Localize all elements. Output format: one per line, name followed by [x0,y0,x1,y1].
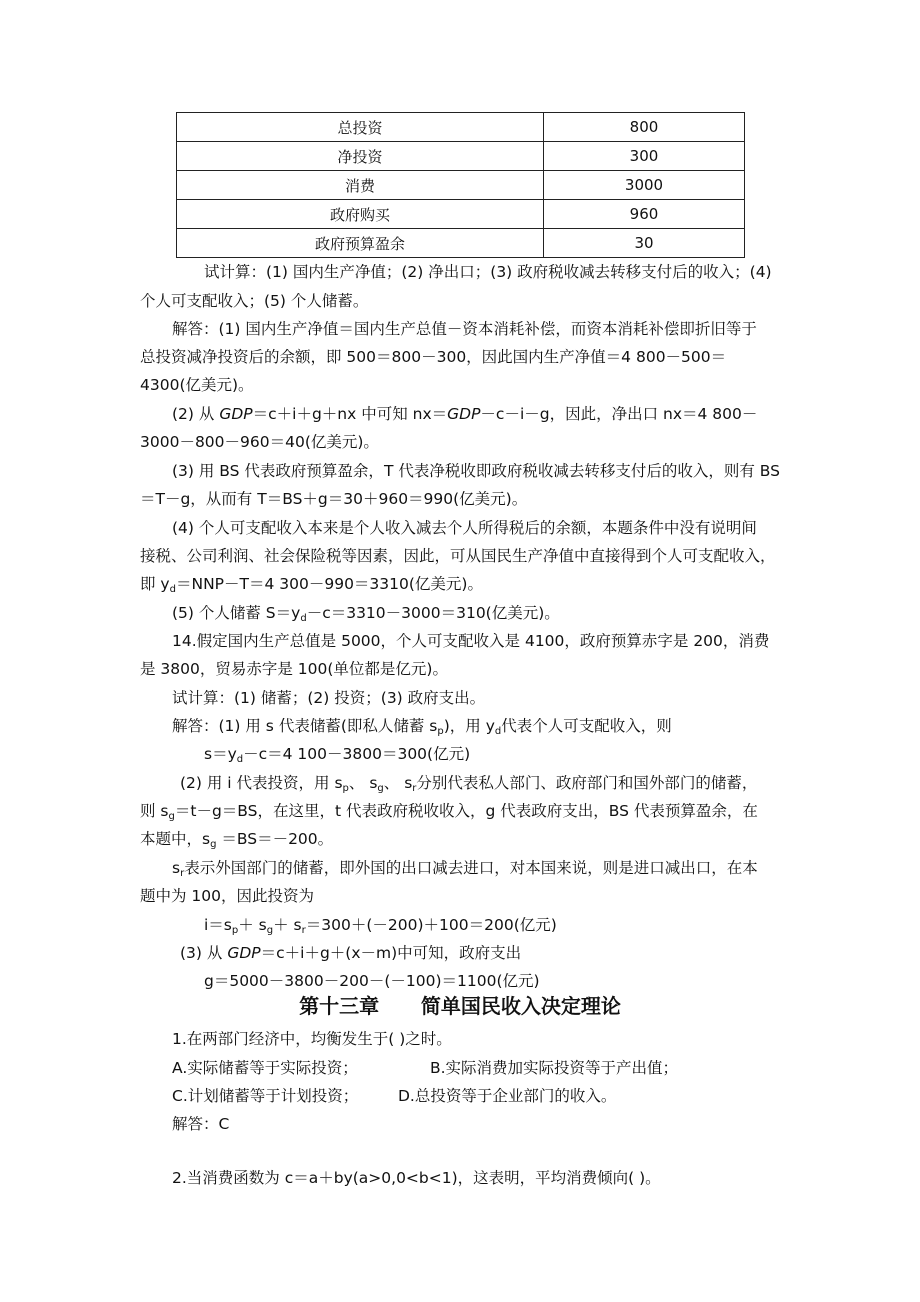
text-line: 4300(亿美元)。 [140,376,254,394]
formula-line [204,744,470,764]
text-span: 、 s [383,774,413,792]
subscript: p [231,925,239,936]
subscript: r [180,868,185,879]
subscript: r [301,925,306,936]
question-text: 1.在两部门经济中，均衡发生于( )之时。 [172,1030,452,1048]
table-label-cell: 政府预算盈余 [177,229,544,258]
text-line [140,829,333,849]
text-line [172,603,560,623]
text-line: (3) 用 BS 代表政府预算盈余，T 代表净税收即政府税收减去转移支付后的收入，则有 BS [172,462,780,480]
text-span: s [172,859,181,877]
subscript: g [266,925,274,936]
text-span: 、 s [348,774,378,792]
text-line: 试计算：(1) 国内生产净值；(2) 净出口；(3) 政府税收减去转移支付后的收入；(4) [204,263,772,281]
text-span: 即 y [140,575,170,593]
text-span: 表示外国部门的储蓄，即外国的出口减去进口，对本国来说，则是进口减出口，在本 [184,859,758,877]
text-span: ＝t－g＝BS，在这里，t 代表政府税收收入，g 代表政府支出，BS 代表预算盈余，在 [174,802,758,820]
text-line: 题中为 100，因此投资为 [140,887,315,905]
text-line: 个人可支配收入；(5) 个人储蓄。 [140,292,369,310]
text-span: ＋ s [273,916,302,934]
subscript: p [437,726,444,737]
option-a: A.实际储蓄等于实际投资； [172,1059,358,1077]
formula-line [204,915,557,935]
table-label-cell: 政府购买 [177,200,544,229]
table-value-cell: 800 [544,113,745,142]
subscript: r [412,783,417,794]
table-label-cell: 净投资 [177,142,544,171]
text-line [180,773,757,793]
text-span: s＝y [204,745,237,763]
text-line [140,801,758,821]
gdp-italic: GDP [219,405,253,423]
text-line [180,943,521,963]
text-line: ＝T－g，从而有 T＝BS＋g＝30＋960＝990(亿美元)。 [140,490,528,508]
text-span: (3) 从 [180,944,228,962]
subscript: d [236,754,244,765]
gdp-italic: GDP [227,944,261,962]
text-span: 代表个人可支配收入，则 [501,717,672,735]
text-line: 接税、公司利润、社会保险税等因素，因此，可从国民生产净值中直接得到个人可支配收入， [140,547,776,565]
text-span: (2) 用 i 代表投资，用 s [180,774,343,792]
text-span: 本题中，s [140,830,211,848]
text-span: 则 s [140,802,169,820]
text-line: 3000－800－960＝40(亿美元)。 [140,433,379,451]
text-line: 试计算：(1) 储蓄；(2) 投资；(3) 政府支出。 [172,689,486,707]
answer-text: 解答：C [172,1115,230,1133]
option-b: B.实际消费加实际投资等于产出值； [430,1059,679,1077]
subscript: g [210,839,217,850]
table-label-cell: 消费 [177,171,544,200]
table-row [177,200,745,229]
text-span: 分别代表私人部门、政府部门和国外部门的储蓄， [416,774,758,792]
text-span: i＝s [204,916,232,934]
text-line: (4) 个人可支配收入本来是个人收入减去个人所得税后的余额，本题条件中没有说明间 [172,519,757,537]
subscript: g [377,783,384,794]
text-line: 14.假定国内生产总值是 5000，个人可支配收入是 4100，政府预算赤字是 200，消费 [172,632,770,650]
subscript: d [494,726,502,737]
subscript: d [169,584,176,595]
text-line [172,404,757,424]
data-table [176,112,745,258]
subscript: g [168,811,175,822]
table-value-cell: 3000 [544,171,745,200]
text-line [172,716,672,736]
table-value-cell: 30 [544,229,745,258]
table-row [177,142,745,171]
text-span: 解答：(1) 用 s 代表储蓄(即私人储蓄 s [172,717,438,735]
text-span: ＋ s [238,916,267,934]
chapter-heading: 第十三章 简单国民收入决定理论 [299,994,621,1018]
text-span: ＝300＋(－200)＋100＝200(亿元) [305,916,557,934]
text-span: －c－i－g，因此，净出口 nx＝4 800－ [480,405,758,423]
subscript: p [342,783,349,794]
text-span: －c＝3310－3000＝310(亿美元)。 [306,604,560,622]
text-line: 解答：(1) 国内生产净值＝国内生产总值－资本消耗补偿，而资本消耗补偿即折旧等于 [172,320,757,338]
text-span: ＝c＋i＋g＋(x－m)中可知，政府支出 [260,944,522,962]
text-span: ＝BS＝－200。 [216,830,334,848]
table-row [177,113,745,142]
table-row [177,171,745,200]
table-value-cell: 960 [544,200,745,229]
text-span: ＝NNP－T＝4 300－990＝3310(亿美元)。 [175,575,483,593]
text-span: (5) 个人储蓄 S＝y [172,604,301,622]
table-value-cell: 300 [544,142,745,171]
text-line [140,574,483,594]
option-c: C.计划储蓄等于计划投资； [172,1087,359,1105]
formula-line: g＝5000－3800－200－(－100)＝1100(亿元) [204,972,540,990]
text-span: (2) 从 [172,405,220,423]
gdp-italic: GDP [447,405,481,423]
option-d: D.总投资等于企业部门的收入。 [398,1087,617,1105]
text-line [172,858,758,878]
subscript: d [300,613,307,624]
table-row [177,229,745,258]
text-line: 是 3800，贸易赤字是 100(单位都是亿元)。 [140,660,448,678]
text-span: －c＝4 100－3800＝300(亿元) [243,745,471,763]
text-span: ＝c＋i＋g＋nx 中可知 nx＝ [252,405,448,423]
question-text: 2.当消费函数为 c＝a＋by(a>0,0<b<1)，这表明，平均消费倾向( )。 [172,1169,661,1187]
table-label-cell: 总投资 [177,113,544,142]
text-line: 总投资减净投资后的余额，即 500＝800－300，因此国内生产净值＝4 800－500＝ [140,348,727,366]
text-span: )，用 y [443,717,495,735]
